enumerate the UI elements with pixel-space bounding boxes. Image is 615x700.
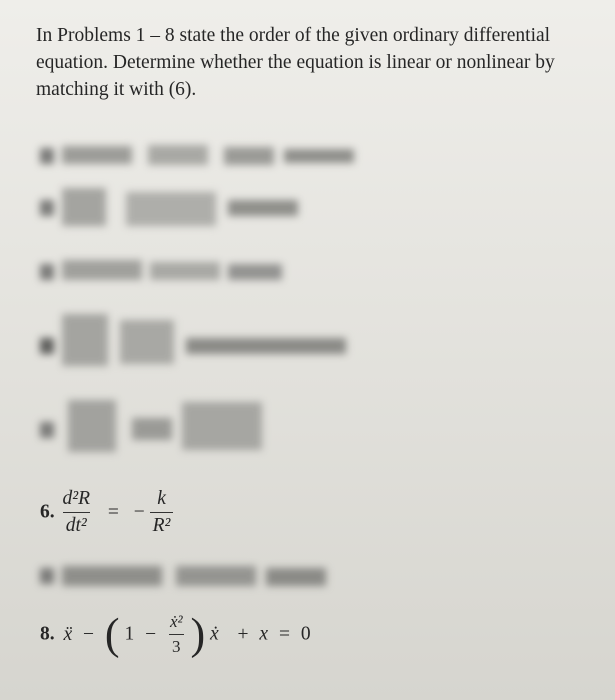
x-dot: ẋ xyxy=(210,623,219,645)
problem-8 xyxy=(40,609,311,659)
problem-number: 6. xyxy=(40,501,55,523)
rhs-numerator: k xyxy=(157,488,166,509)
minus-sign: − xyxy=(133,501,145,523)
rhs-fraction xyxy=(150,488,174,537)
lhs-fraction xyxy=(60,488,94,537)
x-variable: x xyxy=(259,623,269,645)
zero: 0 xyxy=(300,623,311,645)
problem-6 xyxy=(40,488,173,537)
x-double-dot: ẍ xyxy=(63,623,73,645)
instructions-paragraph: In Problems 1 – 8 state the order of the given ordinary differential equation. Determine whether the equation is linear or nonlinear by matching it with (6). xyxy=(36,25,555,100)
equals-sign: = xyxy=(278,623,290,645)
equals-sign: = xyxy=(107,501,119,523)
xdot-squared-over-three xyxy=(167,612,186,657)
minus-sign: − xyxy=(83,623,95,645)
problem-number: 8. xyxy=(40,623,55,645)
rhs-denominator: R² xyxy=(150,512,174,537)
plus-sign: + xyxy=(237,623,249,645)
fraction-denominator: 3 xyxy=(169,634,184,657)
lhs-numerator: d²R xyxy=(62,488,91,509)
one: 1 xyxy=(124,623,135,645)
lhs-denominator: dt² xyxy=(63,512,90,537)
fraction-numerator: ẋ² xyxy=(169,612,183,631)
minus-sign: − xyxy=(145,623,157,645)
left-paren: ( xyxy=(104,609,120,659)
right-paren: ) xyxy=(190,609,206,659)
